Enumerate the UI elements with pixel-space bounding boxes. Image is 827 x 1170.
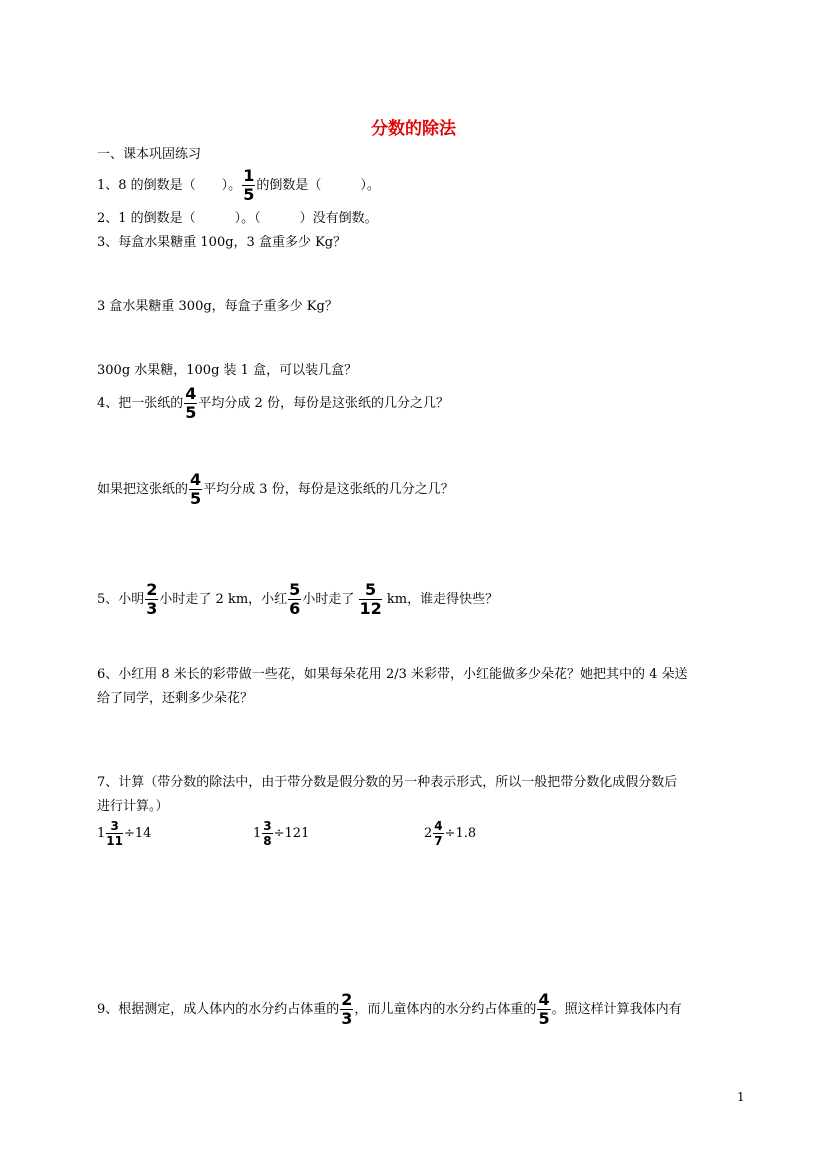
question-6-line-1: 6、小红用 8 米长的彩带做一些花，如果每朵花用 2/3 米彩带，小红能做多少朵花？她把其中的 4 朵送 — [97, 667, 688, 682]
question-9-text-a: 9、根据测定，成人体内的水分约占体重的 — [97, 1002, 340, 1017]
calc-item-1: 1 $\frac{3}{11}$ ÷14 — [97, 819, 152, 848]
question-6-line-2: 给了同学，还剩多少朵花？ — [97, 691, 254, 706]
fraction-5-12: $\frac{5}{12}$ — [359, 580, 382, 618]
mixed-fraction: $\frac{3}{11}$ — [106, 819, 123, 848]
page-number: 1 — [737, 1090, 745, 1104]
question-1 — [97, 168, 380, 203]
fraction-5-6: $\frac{5}{6}$ — [289, 580, 301, 618]
question-9-text-b: ，而儿童体内的水分约占体重的 — [354, 1002, 537, 1017]
question-4b — [97, 472, 454, 507]
question-9-text-c: 。照这样计算我体内有 — [551, 1002, 682, 1017]
question-1-text-a: 1、8 的倒数是（ ）。 — [97, 178, 242, 193]
question-3a: 3、每盒水果糖重 100g，3 盒重多少 Kg？ — [97, 235, 347, 250]
mixed-fraction: $\frac{4}{7}$ — [434, 819, 443, 848]
fraction-4-5: $\frac{4}{5}$ — [538, 990, 550, 1028]
question-5-text-c: 小时走了 — [302, 592, 355, 607]
fraction-1-5: $\frac{1}{5}$ — [243, 166, 255, 204]
fraction-4-5: $\frac{4}{5}$ — [185, 384, 197, 422]
question-4b-text-b: 平均分成 3 份，每份是这张纸的几分之几？ — [203, 482, 454, 497]
fraction-2-3: $\frac{2}{3}$ — [146, 580, 158, 618]
question-4a-text-a: 4、把一张纸的 — [97, 396, 184, 411]
page-title: 分数的除法 — [371, 119, 456, 139]
question-4a-text-b: 平均分成 2 份，每份是这张纸的几分之几？ — [198, 396, 449, 411]
question-2: 2、1 的倒数是（ ）。（ ）没有倒数。 — [97, 211, 378, 226]
question-4a — [97, 386, 449, 421]
fraction-4-5: $\frac{4}{5}$ — [190, 470, 202, 508]
question-5-text-a: 5、小明 — [97, 592, 145, 607]
question-7-line-1: 7、计算（带分数的除法中，由于带分数是假分数的另一种表示形式，所以一般把带分数化成假分数后 — [97, 775, 678, 790]
question-9 — [97, 992, 682, 1027]
mixed-fraction: $\frac{3}{8}$ — [263, 819, 272, 848]
question-1-text-b: 的倒数是（ ）。 — [256, 178, 380, 193]
calc-item-2: 1 $\frac{3}{8}$ ÷121 — [253, 819, 310, 848]
question-5 — [97, 582, 498, 617]
question-3b: 3 盒水果糖重 300g，每盒子重多少 Kg？ — [97, 299, 338, 314]
calc-item-3: 2 $\frac{4}{7}$ ÷1.8 — [424, 819, 477, 848]
fraction-2-3: $\frac{2}{3}$ — [341, 990, 353, 1028]
section-heading: 一、课本巩固练习 — [97, 147, 202, 162]
question-3c: 300g 水果糖，100g 装 1 盒，可以装几盒？ — [97, 363, 358, 378]
question-7-line-2: 进行计算。） — [97, 799, 169, 814]
question-4b-text-a: 如果把这张纸的 — [97, 482, 189, 497]
question-5-text-d: km，谁走得快些？ — [386, 592, 499, 607]
question-5-text-b: 小时走了 2 km，小红 — [159, 592, 288, 607]
